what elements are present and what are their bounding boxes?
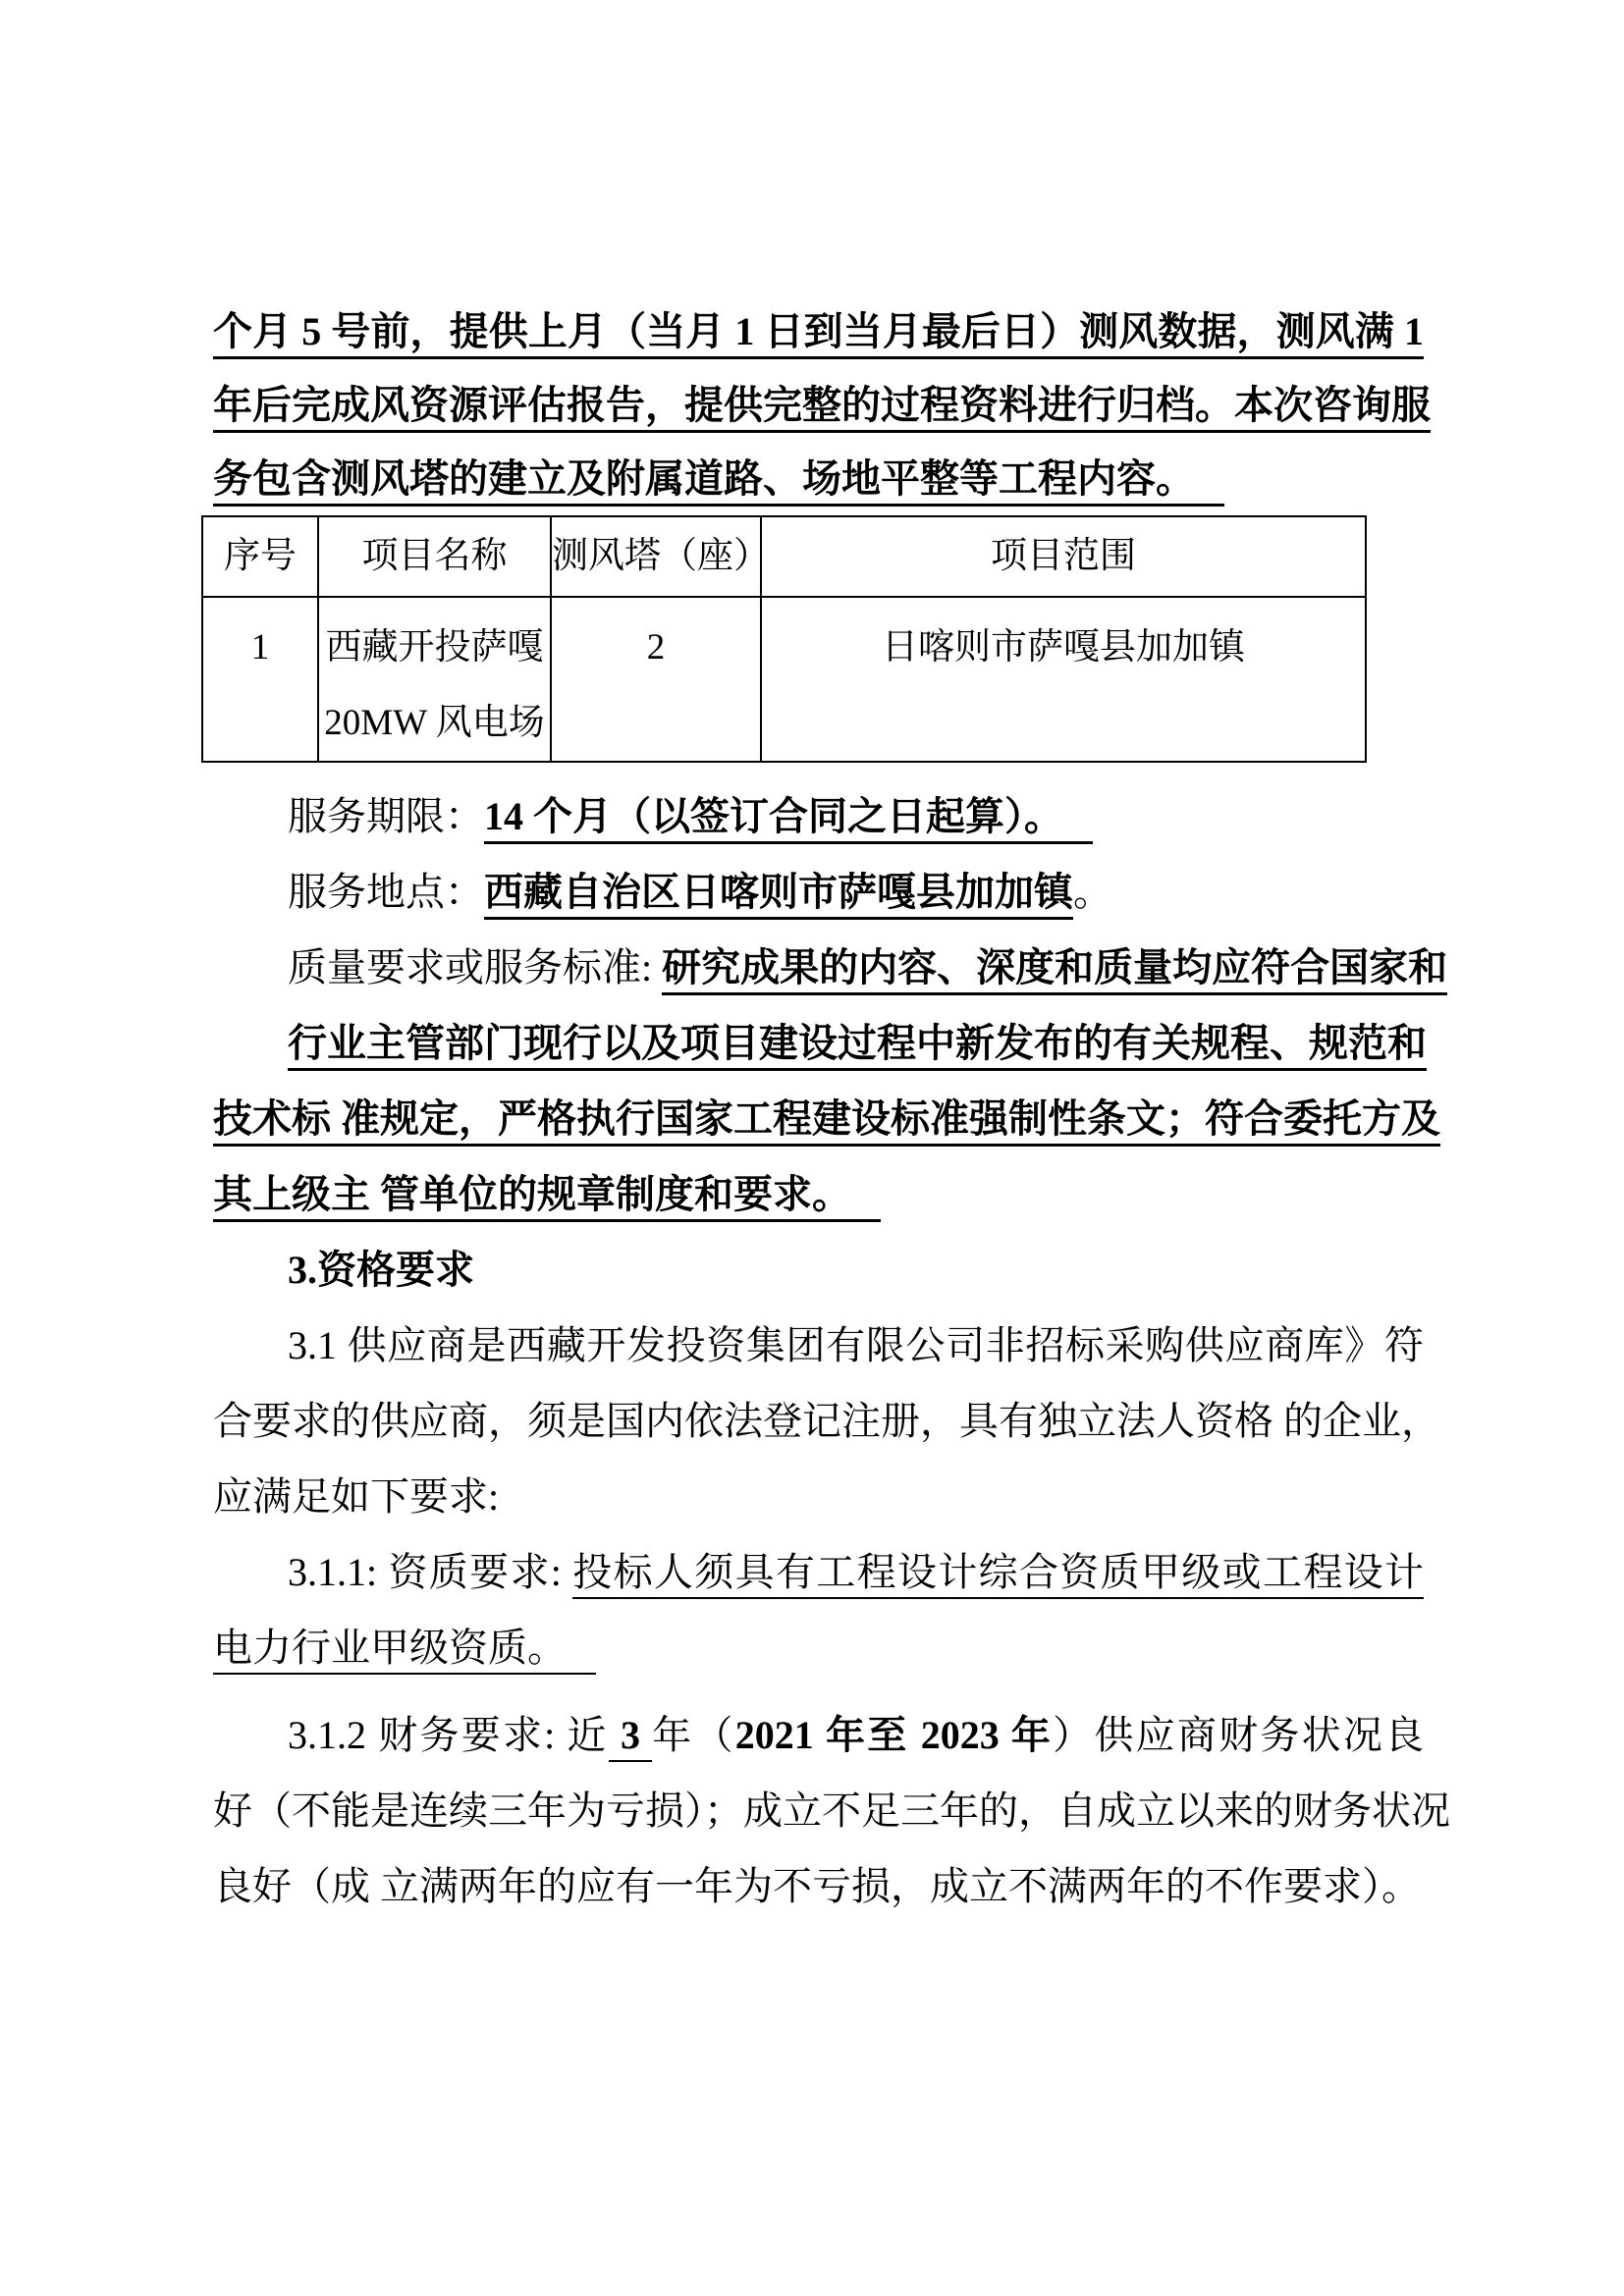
header-towers: 测风塔（座） (551, 516, 761, 597)
quality-line-4-text: 其上级主 管单位的规章制度和要求。 (213, 1172, 881, 1222)
clause-3-1-2-line-3-text: 良好（成 立满两年的应有一年为不亏损，成立不满两年的不作要求）。 (213, 1864, 1421, 1908)
clause-3-1-2-close: ）供应商财务状况良 (1053, 1713, 1425, 1757)
service-term-label: 服务期限： (288, 794, 484, 838)
header-scope: 项目范围 (761, 516, 1366, 597)
clause-3-1-1-line-2 (213, 1610, 1424, 1685)
quality-line-3-text: 技术标 准规定，严格执行国家工程建设标准强制性条文；符合委托方及 (213, 1096, 1440, 1147)
clause-3-1-2-mid: 年（ (652, 1713, 735, 1757)
clause-3-1-line-3-text: 应满足如下要求: (213, 1474, 500, 1519)
service-location-label: 服务地点： (288, 870, 484, 914)
service-location-value: 西藏自治区日喀则市萨嘎县加加镇 (484, 870, 1073, 920)
table-row (202, 597, 1366, 762)
section-3-heading-text: 3.资格要求 (288, 1248, 474, 1292)
quality-line-1 (213, 930, 1448, 1005)
clause-3-1-line-2-text: 合要求的供应商，须是国内依法登记注册，具有独立法人资格 的企业， (213, 1399, 1440, 1443)
section-3-heading (213, 1232, 1424, 1308)
projects-table-header-row (202, 516, 1366, 597)
opening-line-3-text: 务包含测风塔的建立及附属道路、场地平整等工程内容。 (213, 456, 1224, 507)
clause-3-1-1-label: 3.1.1: 资质要求: (288, 1550, 573, 1594)
quality-line-4 (213, 1156, 1424, 1232)
service-term-value: 14 个月（以签订合同之日起算）。 (484, 794, 1093, 844)
projects-table (201, 515, 1367, 763)
spacer (213, 763, 1424, 778)
quality-line-1-value: 研究成果的内容、深度和质量均应符合国家和 (662, 945, 1447, 995)
quality-label: 质量要求或服务标准: (288, 945, 663, 989)
clause-3-1-2-line-2 (213, 1773, 1450, 1848)
quality-line-2-text: 行业主管部门现行以及项目建设过程中新发布的有关规程、规范和 (288, 1021, 1427, 1071)
clause-3-1-2-years: 2021 年至 2023 年 (734, 1713, 1054, 1757)
cell-project-name (318, 597, 551, 762)
opening-paragraph-line-2 (213, 368, 1431, 442)
opening-paragraph (213, 294, 1431, 515)
clause-3-1-line-1-text: 3.1 供应商是西藏开发投资集团有限公司非招标采购供应商库》符 (288, 1323, 1424, 1367)
service-location-period: 。 (1073, 870, 1112, 914)
clause-3-1-1-value-line-2: 电力行业甲级资质。 (213, 1626, 596, 1675)
cell-scope: 日喀则市萨嘎县加加镇 (761, 597, 1366, 762)
clause-3-1-2-line-1 (213, 1697, 1424, 1773)
clause-3-1-1-value-line-1: 投标人须具有工程设计综合资质甲级或工程设计 (572, 1550, 1424, 1599)
service-location-line (213, 854, 1424, 930)
quality-line-3 (213, 1081, 1440, 1156)
clause-3-1-line-3 (213, 1459, 1424, 1534)
clause-3-1-2-jin: 近 (567, 1713, 609, 1757)
opening-line-1-text: 个月 5 号前，提供上月（当月 1 日到当月最后日）测风数据，测风满 1 (213, 309, 1424, 359)
service-term-line (213, 778, 1424, 854)
project-name-line-2: 20MW 风电场 (324, 703, 545, 743)
header-seq: 序号 (202, 516, 318, 597)
cell-seq: 1 (202, 597, 318, 762)
document-content (213, 294, 1450, 1924)
quality-line-2 (213, 1005, 1427, 1081)
opening-paragraph-line-3 (213, 442, 1424, 515)
project-name-line-1: 西藏开投萨嘎 (325, 627, 544, 667)
clause-3-1-2-prefix: 3.1.2 财务要求: (288, 1713, 568, 1757)
clause-3-1-2-line-2-text: 好（不能是连续三年为亏损）；成立不足三年的，自成立以来的财务状况 (213, 1789, 1450, 1833)
opening-paragraph-line-1 (213, 294, 1424, 368)
clause-3-1-1-line-1 (213, 1534, 1424, 1610)
cell-towers: 2 (551, 597, 761, 762)
clause-3-1-2-line-3 (213, 1848, 1424, 1924)
clause-3-1-line-1 (213, 1308, 1424, 1383)
clause-3-1-line-2 (213, 1383, 1440, 1459)
clause-3-1-2-three: 3 (609, 1713, 652, 1762)
header-project-name: 项目名称 (318, 516, 551, 597)
opening-line-2-text: 年后完成风资源评估报告，提供完整的过程资料进行归档。本次咨询服 (213, 383, 1431, 433)
